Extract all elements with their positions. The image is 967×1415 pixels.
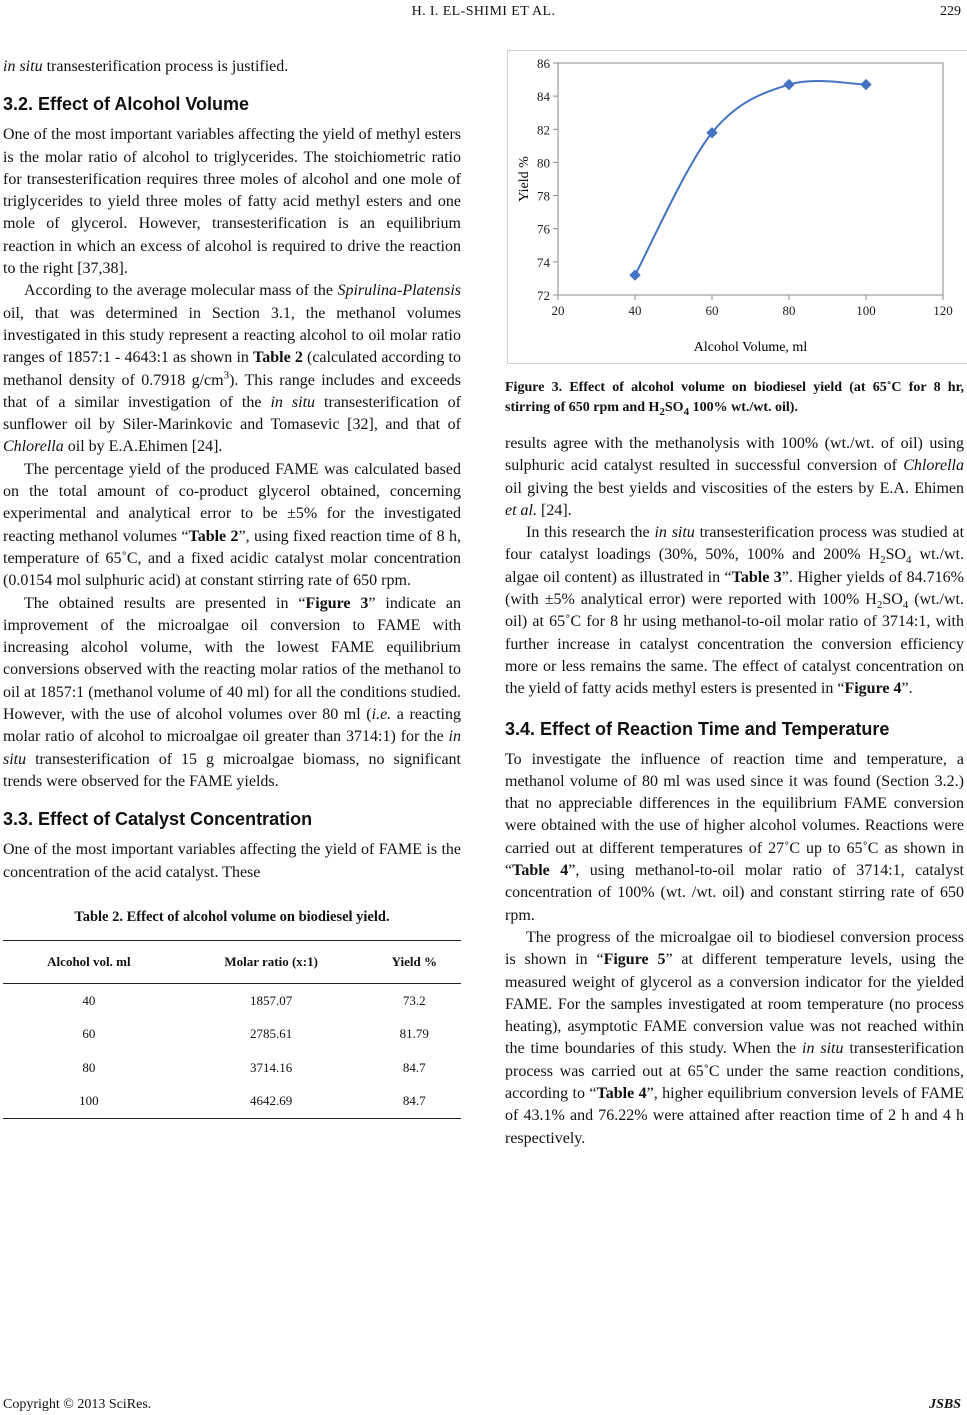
table-cell: 1857.07	[250, 992, 293, 1008]
y-tick-label: 72	[537, 288, 550, 303]
plot-frame	[558, 63, 943, 295]
x-axis-label: Alcohol Volume, ml	[693, 340, 808, 355]
x-tick-label: 20	[551, 303, 565, 318]
x-tick-label: 120	[933, 303, 953, 318]
series-line	[635, 81, 866, 275]
table-cell: 84.7	[368, 1085, 461, 1119]
paragraph: According to the average molecular mass of the Spirulina-Platensis oil, that was determined in Section 3.1, the methanol volumes investigated in this study represent a reacting alcohol to oil molar ratio ranges of 1857:1 - 4643:1 as shown in Table 2 (calculated according to methanol density of 0.7918 $g/cm^3$). This range includes and exceeds that of a similar investigation of the in situ transesterification of sunflower oil by Siler-Marinkovic and Tomasevic [32], and that of Chlorella oil by E.A.Ehimen [24].	[3, 282, 462, 456]
y-tick-label: 76	[537, 221, 550, 237]
data-point	[629, 269, 640, 280]
table-cell: 73.2	[402, 992, 426, 1008]
column-header: Molar ratio (x:1)	[175, 941, 368, 984]
x-tick-labels	[552, 295, 953, 318]
y-tick-labels	[537, 56, 558, 303]
intro-line: in situ transesterification process is justified.	[3, 58, 289, 75]
table-caption: Table 2. Effect of alcohol volume on biodiesel yield.	[74, 908, 390, 925]
table-row	[3, 1051, 461, 1085]
figure-3	[507, 50, 967, 364]
yield-line-chart	[508, 51, 967, 363]
paragraph: One of the most important variables affecting the yield of methyl esters is the molar ratio of alcohol to triglycerides. The stoichiometric ratio for transesterification requires three moles of alcohol and one mole of triglycerides to yield three moles of fatty acid methyl esters and one mole of glycerol. However, transesterification is an equilibrium reaction in which an excess of alcohol is required to drive the reaction to the right [37,38].	[3, 126, 461, 278]
paragraph: The obtained results are presented in “Figure 3” indicate an improvement of the microalgae oil conversion to FAME with increasing alcohol volume, with the lowest FAME equilibrium conversions observed with the reacting molar ratios of the methanol to oil at 1857:1 (methanol volume of 40 ml) for all the conditions studied. However, with the use of alcohol volumes over 80 ml (i.e. a reacting molar ratio of alcohol to microalgae oil greater than 3714:1) for the in situ transesterification of 15 g microalgae biomass, no significant trends were observed for the FAME yields.	[3, 594, 462, 790]
y-tick-label: 78	[537, 188, 550, 204]
table-cell: 3714.16	[250, 1059, 293, 1075]
table-header-row	[3, 941, 461, 984]
table-cell: 100	[3, 1085, 175, 1119]
y-axis-label: Yield %	[517, 156, 532, 202]
paragraph: The progress of the microalgae oil to biodiesel conversion process is shown in “Figure 5” at different temperature levels, using the measured weight of glycerol as a conversion indicator for the yielded FAME. For the samples investigated at room temperature (no process heating), asymptotic FAME conversion value was not reached within the time boundaries of this study. When the in situ transesterification process was carried out at 65˚C under the same reaction conditions, according to “Table 4”, higher equilibrium conversion levels of FAME of 43.1% and 76.22% were attained after reaction time of 2 h and 4 h respectively.	[505, 928, 965, 1147]
series-markers	[629, 79, 871, 281]
paragraph: results agree with the methanolysis with 100% (wt./wt. of oil) using sulphuric acid catalyst resulted in successful conversion of Chlorella oil giving the best yields and viscosities of the esters by E.A. Ehimen et al. [24].	[505, 435, 964, 519]
table-cell: 80	[82, 1059, 96, 1075]
x-tick-label: 60	[705, 303, 719, 318]
y-tick-label: 82	[537, 122, 550, 138]
y-tick-label: 84	[537, 89, 550, 105]
y-tick-label: 86	[537, 56, 550, 71]
x-tick-label: 100	[856, 303, 876, 318]
data-point	[860, 79, 871, 90]
table-cell: 40	[82, 992, 96, 1008]
table-2	[3, 940, 461, 1119]
right-column	[505, 50, 964, 1150]
table-cell: 4642.69	[175, 1085, 368, 1119]
paragraph: In this research the in situ transesterification process was studied at four catalyst loadings (30%, 50%, 100% and 200% $H_2SO_4$ wt./wt. algae oil content) as illustrated in “Table 3”. Higher yields of 84.716% (with ±5% analytical error) were reported with 100% $H_2SO_4$ (wt./wt. oil) at 65˚C for 8 hr using methanol-to-oil molar ratio of 3714:1, with further increase in catalyst concentration the conversion efficiency more or less remains the same. The effect of catalyst concentration on the yield of fatty acids methyl esters is presented in “Figure 4”.	[505, 524, 965, 698]
chart-axes	[558, 63, 943, 295]
x-tick-label: 40	[628, 303, 642, 318]
figure-caption: Figure 3. Effect of alcohol volume on biodiesel yield (at 65˚C for 8 hr, stirring of 650 rpm and $H_2SO_4$ 100% wt./wt. oil).	[505, 380, 964, 418]
column-header: Yield %	[368, 941, 461, 984]
page-header	[0, 0, 967, 28]
table-row	[3, 1018, 461, 1052]
table-row	[3, 1085, 461, 1119]
table-cell: 2785.61	[250, 1026, 293, 1042]
journal-name: JSBS	[929, 1397, 961, 1412]
section-heading-3-3: 3.3. Effect of Catalyst Concentration	[3, 809, 313, 830]
table-cell: 60	[82, 1026, 96, 1042]
x-tick-label: 80	[782, 303, 796, 318]
paragraph: One of the most important variables affecting the yield of FAME is the concentration of the acid catalyst. These	[3, 841, 461, 881]
page-number: 229	[940, 4, 961, 19]
running-title: H. I. EL-SHIMI ET AL.	[411, 4, 556, 19]
left-column	[3, 56, 461, 1119]
y-tick-label: 80	[537, 155, 550, 171]
table-cell: 81.79	[399, 1026, 429, 1042]
y-tick-label: 74	[537, 254, 550, 270]
paragraph: The percentage yield of the produced FAME was calculated based on the total amount of co-product glycerol obtained, concerning experimental and analytical error to be ±5% for the investigated reacting methanol volumes “Table 2”, using fixed reaction time of 8 h, temperature of 65˚C, and a fixed acidic catalyst molar concentration (0.0154 mol sulphuric acid) at constant stirring rate of 650 rpm.	[3, 460, 461, 590]
table-row	[3, 984, 461, 1018]
paragraph: To investigate the influence of reaction time and temperature, a methanol volume of 80 ml was used since it was found (Section 3.2.) that no appreciable differences in the equilibrium FAME conversion were obtained with the use of higher alcohol volumes. Reactions were carried out at different temperatures of 27˚C up to 65˚C as shown in “Table 4”, using methanol-to-oil molar ratio of 3714:1, catalyst concentration of 100% (wt. /wt. oil) and constant stirring rate of 650 rpm.	[505, 750, 964, 924]
data-point	[783, 79, 794, 90]
column-header: Alcohol vol. ml	[3, 941, 175, 984]
table-cell: 84.7	[402, 1059, 426, 1075]
section-heading-3-4: 3.4. Effect of Reaction Time and Temperature	[505, 718, 890, 739]
copyright-text: Copyright © 2013 SciRes.	[3, 1397, 152, 1412]
section-heading-3-2: 3.2. Effect of Alcohol Volume	[3, 94, 250, 115]
